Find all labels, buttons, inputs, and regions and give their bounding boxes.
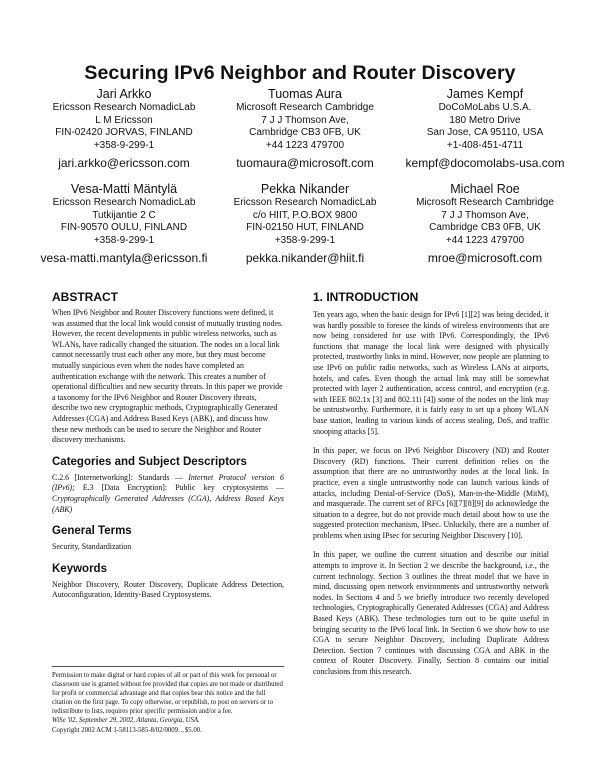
permission-text: Permission to make digital or hard copies of all or part of this work for personal or classroom use is granted without fee provided that copies are not made or distributed for profit or commercial advantage and that copies bear this notice and the full citation on the first page. To copy otherwise, or republish, to post on servers or to redistribute to lists, requires prior specific permission and/or a fee. [52,672,283,716]
author-address: FIN-02420 JORVAS, FINLAND [55,127,193,139]
author-email: vesa-matti.mantyla@ericsson.fi [40,251,208,266]
author-name: Tuomas Aura [268,87,342,101]
categories-part2-italic: Cryptographically Generated Addresses (CGA), Address Based Keys (ABK) [52,493,284,514]
categories-part1-italic: Internet Protocol version 6 (IPv6); [52,472,284,493]
copyright-text: Copyright 2002 ACM 1-58113-585-8/02/0009…$5.00. [52,726,202,734]
general-terms-heading: General Terms [52,525,132,538]
author-phone: +44 1223 479700 [445,234,525,246]
author-address: 7 J J Thomson Ave, [441,209,529,221]
author-affiliation: Microsoft Research Cambridge [416,197,554,208]
paper-title: Securing IPv6 Neighbor and Router Discovery [84,62,516,84]
author-block [205,87,405,171]
author-block [24,182,224,266]
author-block [385,87,585,171]
intro-paragraph: In this paper, we outline the current situation and describe our initial attempts to improve it. In Section 2 we describe the background, i.e., the current technology. Section 3 outlines the threat model that we have in mind, discussing open network environments and untrustworthy network nodes. In Sections 4 and 5 we briefly introduce two recently developed technologies, Cryptographically Generated Addresses (CGA) and Address Based Keys (ABK). These technologies turn out to be quite useful in bringing security to the IPv6 local link. In Section 6 we show how to use CGA to secure Neighbor Discovery, including Duplicate Address Detection. Section 7 continues with discussing CGA and ABK in the context of Router Discovery. Finally, Section 8 contains our initial conclusions from this research. [313,550,549,676]
intro-paragraph: In this paper, we focus on IPv6 Neighbor Discovery (ND) and Router Discovery (RD) functions. Their current definition relies on the assumption that there are no untrustworthy nodes at the local link. In practice, even a single untrustworthy node can launch various kinds of attacks, including Denial-of-Service (DoS), Man-in-the-Middle (MitM), and masquerade. The current set of RFCs [6][7][8][9] do acknowledge the situation to a degree, but do not provide much detail about how to use the suggested protection mechanism, IPsec. Unluckily, there are a number of problems when using IPsec for securing Neighbor Discovery [10]. [313,446,549,540]
venue-text: WiSe '02, September 29, 2002, Atlanta, Georgia, USA. [52,717,200,725]
author-affiliation: Ericsson Research NomadicLab [52,102,196,113]
author-affiliation: DoCoMoLabs U.S.A. [438,102,532,113]
author-email: jari.arkko@ericsson.com [58,156,190,171]
author-address: San Jose, CA 95110, USA [426,127,544,139]
author-phone: +358-9-299-1 [274,234,336,246]
author-address: Cambridge CB3 0FB, UK [429,222,541,234]
author-name: James Kempf [446,87,524,101]
author-address: FIN-02150 HUT, FINLAND [246,222,364,234]
keywords-text: Neighbor Discovery, Router Discovery, Duplicate Address Detection, Autoconfiguration, Identity-Based Cryptosystems. [52,579,284,600]
author-address: 180 Metro Drive [449,114,521,126]
author-address: L M Ericsson [95,114,153,126]
author-block [24,87,224,171]
author-phone: +44 1223 479700 [265,139,345,151]
categories-part2: E.3 [Data Encryption]: Public key cryptosystems — [74,483,284,493]
author-email: pekka.nikander@hiit.fi [245,251,365,266]
author-address: 7 J J Thomson Ave, [261,114,349,126]
left-column [52,290,284,601]
author-block [205,182,405,266]
author-address: Tutkijantie 2 C [92,209,156,221]
intro-paragraph: Ten years ago, when the basic design for IPv6 [1][2] was being decided, it was hardly possible to foresee the kinds of wireless environments that are now being considered for use with IPv6. Correspondingly, the IPv6 functions that manage the local link were designed with physically protected, trustworthy links in mind. However, now people are planning to use IPv6 on public radio networks, such as Wireless LANs at airports, hotels, and cafes. Even though the actual link may still be somewhat protected with layer 2 authentication, access control, and encryption (e.g. with IEEE 802.1x [3] and 802.11i [4]) some of the nodes on the link may be untrustworthy. Furthermore, it is fairly easy to set up a phony WLAN base station, leading to various kinds of access stealing, DoS, and traffic snooping attacks [5]. [313,310,549,436]
general-terms-text: Security, Standardization [52,542,132,552]
author-block [385,182,585,266]
author-address: FIN-90570 OULU, FINLAND [60,222,188,234]
author-email: mroe@microsoft.com [427,251,543,266]
categories-part1: C.2.6 [Internetworking]: Standards — [52,472,189,482]
author-address: Cambridge CB3 0FB, UK [249,127,361,139]
author-affiliation: Microsoft Research Cambridge [236,102,374,113]
author-address: c/o HIIT, P.O.BOX 9800 [252,209,358,221]
categories-heading: Categories and Subject Descriptors [52,455,247,468]
author-email: tuomaura@microsoft.com [236,156,374,171]
abstract-heading: ABSTRACT [52,290,118,304]
author-affiliation: Ericsson Research NomadicLab [52,197,196,208]
right-column [313,290,549,678]
author-name: Jari Arkko [96,87,152,101]
introduction-heading: 1. INTRODUCTION [313,290,419,304]
author-name: Pekka Nikander [260,182,350,196]
author-name: Michael Roe [450,182,520,196]
author-email: kempf@docomolabs-usa.com [405,156,565,171]
author-phone: +1-408-451-4711 [446,139,524,151]
author-phone: +358-9-299-1 [93,234,155,246]
categories-text [52,473,284,515]
permission-notice [52,666,284,735]
author-phone: +358-9-299-1 [93,139,155,151]
author-affiliation: Ericsson Research NomadicLab [233,197,377,208]
abstract-text: When IPv6 Neighbor and Router Discovery functions were defined, it was assumed that the local link would consist of mutually trusting nodes. However, the recent developments in public wireless networks, such as WLANs, have radically changed the situation. The nodes on a local link cannot necessarily trust each other any more, but they must become mutually suspicious even when the nodes have completed an authentication exchange with the network. This creates a number of operational difficulties and new security threats. In this paper we provide a taxonomy for the IPv6 Neighbor and Router Discovery threats, describe two new cryptographic methods, Cryptographically Generated Addresses (CGA) and Address Based Keys (ABK), and discuss how these new methods can be used to secure the Neighbor and Router discovery mechanisms. [52,308,283,445]
keywords-heading: Keywords [52,562,107,575]
author-name: Vesa-Matti Mäntylä [70,182,178,196]
